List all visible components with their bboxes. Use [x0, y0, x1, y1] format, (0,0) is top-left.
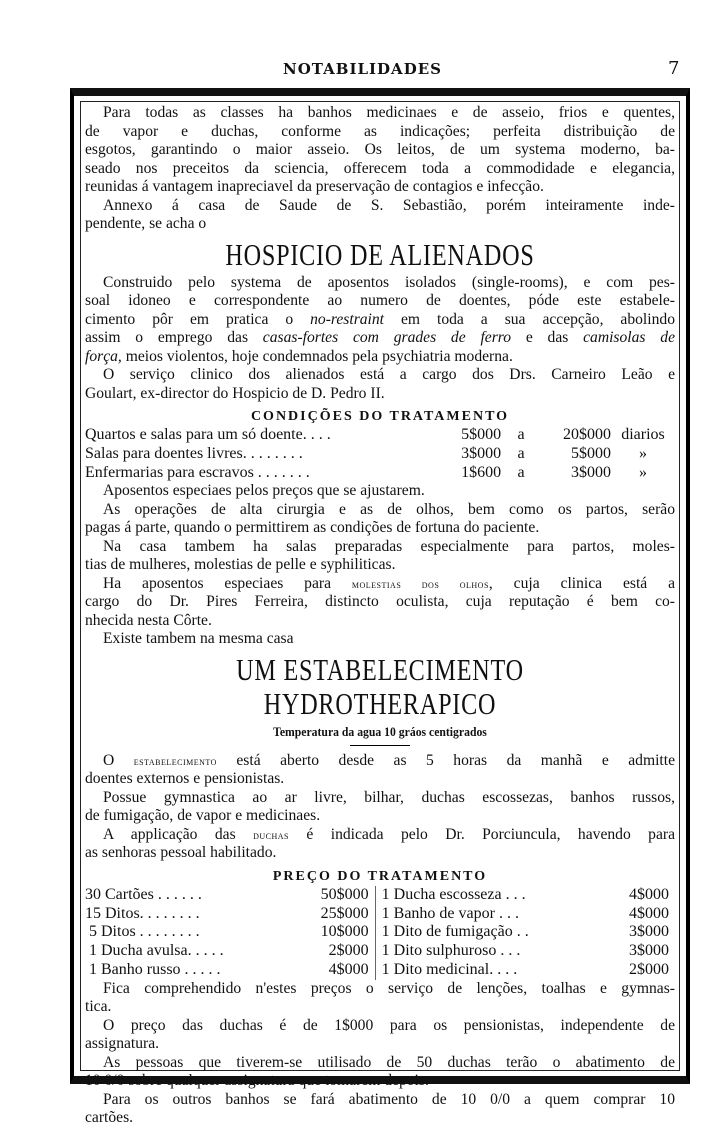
text-segment: Annexo á casa de Saude de S. Sebastião, porém inteiramente inde- — [103, 196, 675, 214]
table-row — [85, 942, 675, 961]
text-segment: esgotos, garantindo o maior asseio. Os leitos, de um systema moderno, ba- — [85, 141, 675, 158]
text-line — [85, 141, 675, 160]
text-line — [85, 348, 675, 367]
text-segment: Para todas as classes ha banhos medicinaes e de asseio, frios e quentes, — [103, 104, 675, 121]
table-cell: 1 Dito de fumigação . . — [375, 923, 606, 942]
price-table — [85, 886, 675, 980]
table-cell: 1 Ducha avulsa. . . . . — [85, 942, 224, 960]
text-line — [85, 329, 675, 348]
table-cell: 2$000 — [629, 961, 669, 979]
text-segment: Aposentos especiaes pelos preços que se ajustarem. — [103, 482, 425, 500]
table-row — [85, 905, 675, 924]
page-number: 7 — [668, 58, 680, 79]
text-line — [85, 292, 675, 311]
text-line — [85, 123, 675, 142]
text-segment: pagas á parte, quando o permittirem as condições de fortuna do paciente. — [85, 519, 540, 537]
table-cell: 2$000 — [328, 942, 369, 960]
table-heading: PREÇO DO TRATAMENTO — [272, 868, 488, 884]
text-segment: Possue gymnastica ao ar livre, bilhar, duchas escossezas, banhos russos, — [103, 788, 675, 806]
text-line — [85, 1091, 675, 1110]
text-line — [85, 556, 675, 575]
text-segment: nhecida nesta Côrte. — [85, 611, 212, 629]
text-segment: , cuja clinica está a — [488, 574, 675, 592]
paragraph — [85, 501, 675, 538]
text-segment: no-restraint — [310, 310, 385, 328]
paragraph — [85, 1054, 675, 1091]
table-cell: 4$000 — [629, 904, 669, 922]
table-row — [85, 426, 675, 445]
text-segment: As operações de alta cirurgia e as de olhos, bem como os partos, serão — [103, 500, 675, 518]
table-cell: 1 Banho de vapor . . . — [375, 905, 606, 924]
text-segment: em toda a sua accepção, abolindo — [384, 310, 675, 328]
text-segment: soal idoneo e correspondente ao numero de doentes, póde este estabele- — [85, 292, 675, 309]
text-line — [85, 501, 675, 520]
text-segment: de fumigação, de vapor e medicinaes. — [85, 807, 321, 825]
divider-rule — [350, 745, 410, 746]
text-segment: A applicação das — [103, 825, 254, 843]
text-segment: O serviço clinico dos alienados está a cargo dos Drs. Carneiro Leão e — [103, 366, 675, 383]
text-segment: cimento pôr em pratica o — [85, 310, 311, 328]
text-line — [85, 789, 675, 808]
table-cell: 20$000 — [563, 426, 611, 443]
temperature-note: Temperatura da agua 10 gráos centigrados — [273, 723, 487, 739]
table-cell: 3$000 — [461, 444, 502, 462]
advertisement-content — [80, 101, 680, 1127]
text-line — [85, 160, 675, 179]
table-cell: 15 Ditos. . . . . . . . — [85, 904, 200, 922]
text-line — [85, 612, 675, 631]
text-line — [85, 998, 675, 1017]
paragraph — [85, 789, 675, 826]
text-line — [85, 311, 675, 330]
table-cell: 5$000 — [461, 426, 502, 443]
text-segment: O preço das duchas é de 1$000 para os pensionistas, independente de — [103, 1016, 675, 1034]
text-segment: duchas — [253, 827, 289, 842]
paragraph — [85, 826, 675, 863]
text-segment: Para os outros banhos se fará abatimento de 10 0/0 a quem comprar 10 — [103, 1090, 675, 1108]
text-line — [85, 844, 675, 863]
table-cell: 25$000 — [320, 904, 369, 922]
text-line — [85, 385, 675, 404]
table-row — [85, 961, 675, 980]
text-segment: meios violentos, hoje condemnados pela psychiatria moderna. — [121, 347, 513, 365]
advertisement-frame — [70, 88, 690, 1127]
text-segment: cartões. — [85, 1109, 134, 1127]
text-line — [85, 104, 675, 123]
table-cell: 1$600 — [461, 463, 502, 481]
text-line — [85, 807, 675, 826]
text-segment: seado nos preceitos da sciencia, offerecem toda a commodidade e elegancia, — [85, 159, 675, 177]
text-segment: as senhoras pessoal habilitado. — [85, 844, 277, 862]
table-cell: 3$000 — [629, 923, 669, 941]
table-cell: 4$000 — [629, 885, 669, 903]
text-line — [85, 630, 675, 649]
section-title: HOSPICIO DE ALIENADOS — [225, 236, 535, 272]
table-cell: 5$000 — [571, 444, 611, 462]
text-segment: As pessoas que tiverem-se utilisado de 50 duchas terão o abatimento de — [103, 1053, 675, 1071]
text-segment: Na casa tambem ha salas preparadas especialmente para partos, moles- — [103, 537, 675, 555]
text-line — [85, 1109, 675, 1128]
text-segment: Existe tambem na mesma casa — [103, 630, 294, 648]
text-segment: força, — [85, 347, 122, 365]
text-segment: doentes externos e pensionistas. — [85, 770, 285, 788]
text-segment: O — [103, 751, 134, 769]
text-segment: está aberto desde as 5 horas da manhã e admitte — [216, 751, 675, 769]
table-cell: diarios — [621, 426, 665, 443]
table-cell: 4$000 — [328, 961, 369, 979]
table-cell: a — [517, 444, 525, 462]
text-segment: cargo do Dr. Pires Ferreira, distincto oculista, cuja reputação é bem co- — [85, 593, 675, 611]
table-row — [85, 886, 675, 905]
text-segment: Fica comprehendido n'estes preços o serviço de lenções, toalhas e gymnas- — [103, 979, 675, 997]
table-cell: 50$000 — [320, 885, 369, 903]
text-segment: casas-fortes com grades de ferro — [262, 329, 512, 346]
paragraph — [85, 274, 675, 367]
table-cell: 1 Dito sulphuroso . . . — [375, 942, 606, 961]
text-line — [85, 1072, 675, 1091]
paragraph — [85, 538, 675, 575]
table-cell: » — [639, 463, 647, 481]
table-cell: 5 Ditos . . . . . . . . — [85, 923, 200, 941]
text-segment: assignatura. — [85, 1035, 160, 1053]
text-line — [85, 1017, 675, 1036]
text-line — [85, 1035, 675, 1054]
text-line — [85, 1054, 675, 1073]
text-segment: camisolas de — [583, 329, 675, 346]
table-row — [85, 445, 675, 464]
text-segment: tias de mulheres, molestias de pelle e syphiliticas. — [85, 556, 396, 574]
text-segment: e das — [511, 329, 584, 346]
text-line — [85, 538, 675, 557]
table-cell: a — [517, 463, 525, 481]
text-line — [85, 752, 675, 771]
text-segment: pendente, se acha o — [85, 215, 207, 232]
table-cell: 10$000 — [320, 923, 369, 941]
paragraph — [85, 980, 675, 1017]
table-heading: CONDIÇÕES DO TRATAMENTO — [250, 409, 510, 424]
paragraph — [85, 1091, 675, 1128]
paragraph — [85, 752, 675, 789]
table-cell: 30 Cartões . . . . . . — [85, 885, 202, 903]
paragraph — [85, 197, 675, 234]
table-cell: 1 Ducha escosseza . . . — [375, 886, 606, 905]
text-line — [85, 519, 675, 538]
table-cell: Salas para doentes livres. . . . . . . . — [85, 444, 303, 462]
text-line — [85, 178, 675, 197]
paragraph — [85, 575, 675, 631]
paragraph — [85, 366, 675, 403]
table-cell: a — [517, 426, 525, 443]
text-line — [85, 980, 675, 999]
text-segment: molestias dos olhos — [351, 576, 489, 591]
paragraph — [85, 482, 675, 501]
text-segment: Goulart, ex-director do Hospicio de D. Pedro II. — [85, 384, 385, 402]
table-row — [85, 464, 675, 483]
table-cell: » — [639, 444, 647, 462]
text-line — [85, 770, 675, 789]
paragraph — [85, 630, 675, 649]
text-line — [85, 593, 675, 612]
text-line — [85, 826, 675, 845]
text-segment: assim o emprego das — [85, 329, 263, 346]
running-head: NOTABILIDADES — [283, 60, 442, 78]
section-title: UM ESTABELECIMENTO HYDROTHERAPICO — [236, 651, 524, 721]
text-line — [85, 575, 675, 594]
text-line — [85, 366, 675, 385]
table-cell: 1 Banho russo . . . . . — [85, 961, 221, 979]
text-segment: de vapor e duchas, conforme as indicações; perfeita distribuição de — [85, 122, 675, 140]
text-line — [85, 215, 675, 234]
text-line — [85, 197, 675, 216]
text-segment: tica. — [85, 998, 112, 1016]
paragraph — [85, 1017, 675, 1054]
text-segment: estabelecimento — [133, 753, 217, 768]
text-segment: Ha aposentos especiaes para — [103, 574, 352, 592]
table-row — [85, 923, 675, 942]
table-cell: 1 Dito medicinal. . . . — [375, 961, 606, 980]
text-segment: é indicada pelo Dr. Porciuncula, havendo para — [289, 825, 675, 843]
text-line — [85, 482, 675, 501]
table-cell: Quartos e salas para um só doente. . . . — [85, 426, 331, 443]
table-cell: Enfermarias para escravos . . . . . . . — [85, 463, 310, 481]
conditions-table — [85, 426, 675, 482]
table-cell: 3$000 — [571, 463, 611, 481]
paragraph — [85, 104, 675, 197]
text-line — [85, 274, 675, 293]
text-segment: Construido pelo systema de aposentos isolados (single-rooms), e com pes- — [103, 273, 675, 291]
table-cell: 3$000 — [629, 942, 669, 960]
text-segment: 10 0/0 sobre qualquer assignatura que tomarem depois. — [85, 1072, 429, 1090]
text-segment: reunidas á vantagem inapreciavel da preservação de contagios e infecção. — [85, 178, 544, 195]
